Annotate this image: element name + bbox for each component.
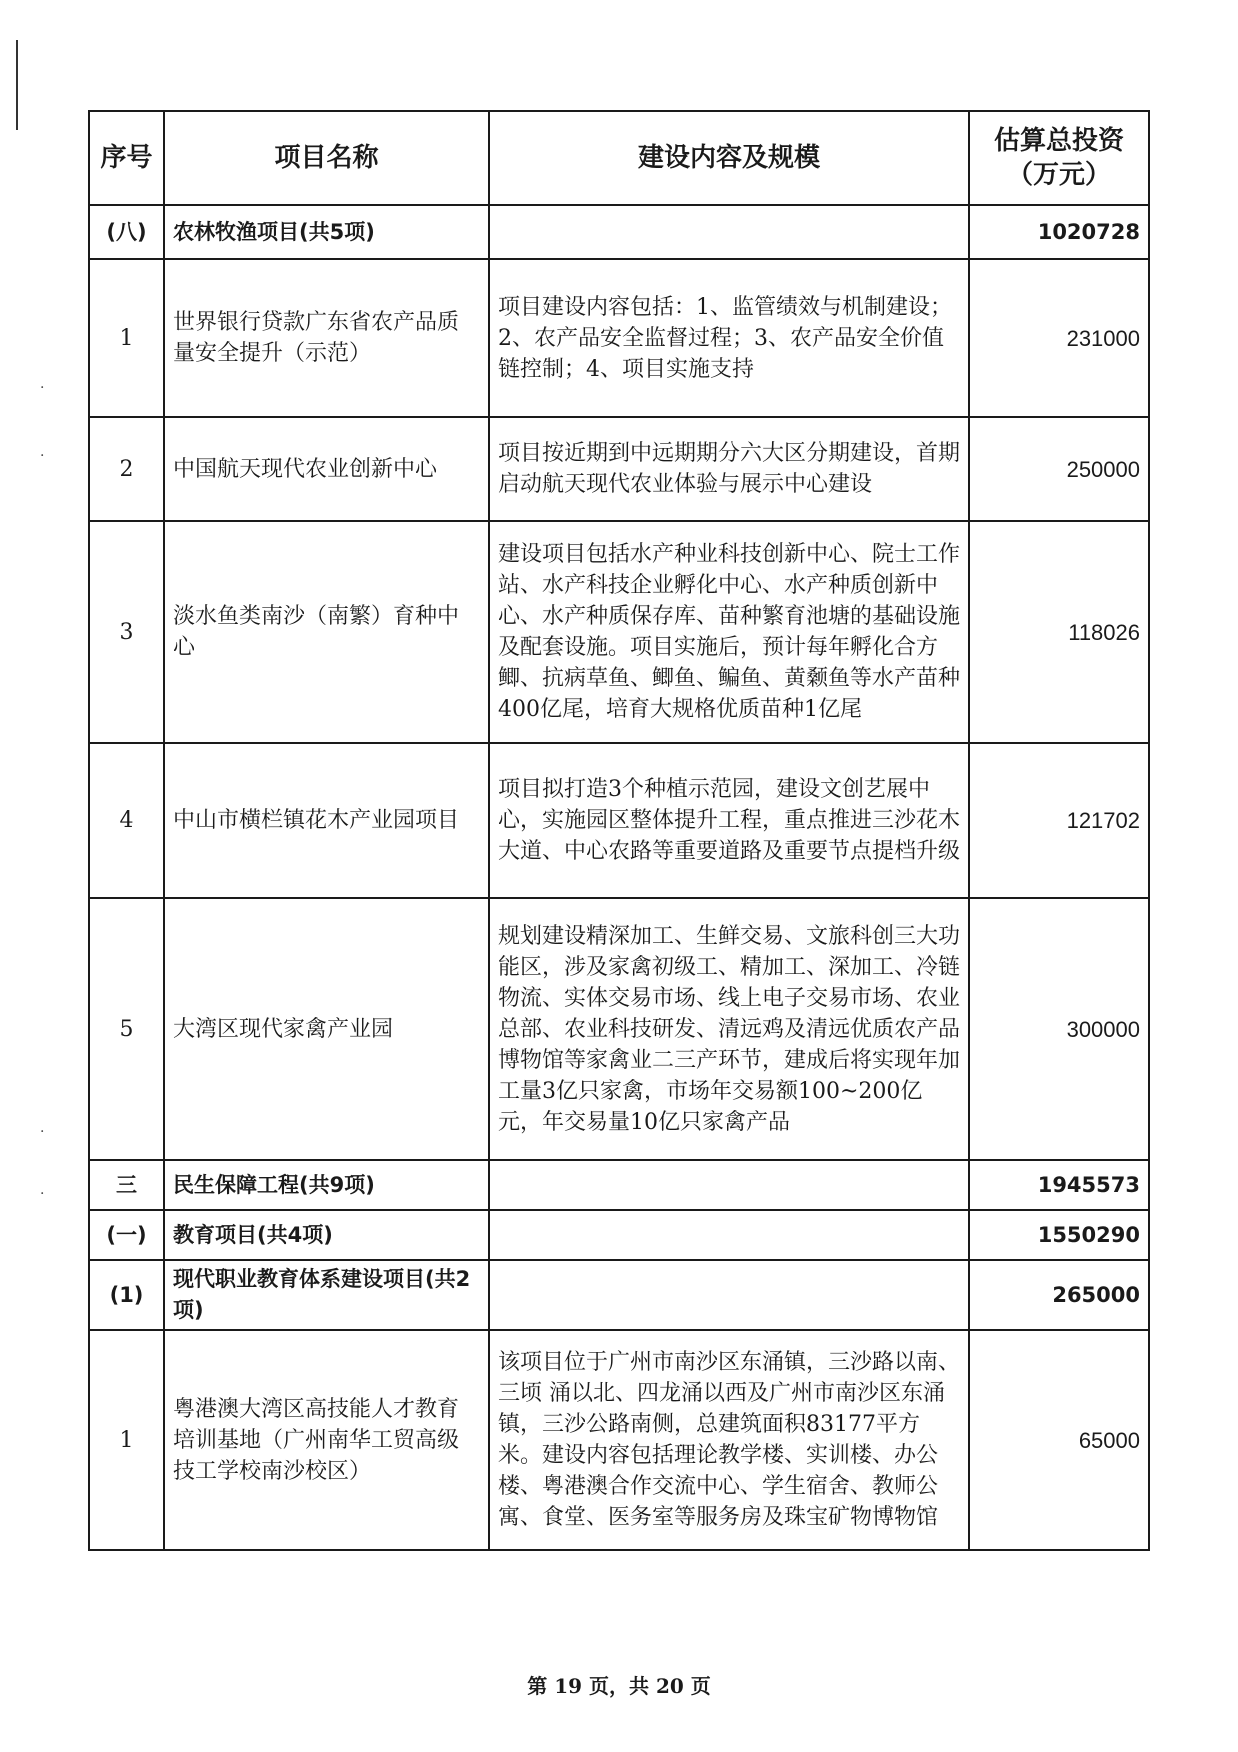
row-name: 大湾区现代家禽产业园 [164,898,489,1160]
row-name: 世界银行贷款广东省农产品质量安全提升（示范） [164,259,489,417]
table-row [89,259,1149,417]
section-row [89,1210,1149,1260]
section-row [89,205,1149,259]
row-content: 项目拟打造3个种植示范园，建设文创艺展中心，实施园区整体提升工程，重点推进三沙花木大道、中心农路等重要道路及重要节点提档升级 [489,743,969,898]
header-investment-label: 估算总投资 [993,126,1124,156]
scan-mark: · [40,380,45,396]
header-no: 序号 [89,111,164,205]
header-investment [969,111,1149,205]
row-no: 2 [89,417,164,521]
row-content [489,205,969,259]
scan-mark: · [40,1186,45,1202]
row-content: 项目按近期到中远期期分六大区分期建设，首期启动航天现代农业体验与展示中心建设 [489,417,969,521]
row-content: 项目建设内容包括：1、监管绩效与机制建设；2、农产品安全监督过程；3、农产品安全价值链控制；4、项目实施支持 [489,259,969,417]
row-amount: 1945573 [969,1160,1149,1210]
page-number-footer: 第 19 页，共 20 页 [527,1674,711,1698]
row-content: 该项目位于广州市南沙区东涌镇，三沙路以南、三顷 涌以北、四龙涌以西及广州市南沙区东涌镇，三沙公路南侧，总建筑面积83177平方米。建设内容包括理论教学楼、实训楼、办公楼、粤港澳合作交流中心、学生宿舍、教师公寓、食堂、医务室等服务房及珠宝矿物博物馆 [489,1330,969,1550]
row-no: 1 [89,259,164,417]
row-no: (1) [89,1260,164,1330]
row-no: 3 [89,521,164,743]
row-no: 1 [89,1330,164,1550]
scan-mark: · [40,1124,45,1140]
row-amount: 265000 [969,1260,1149,1330]
row-name: 中山市横栏镇花木产业园项目 [164,743,489,898]
project-table [88,110,1150,1551]
table-row [89,898,1149,1160]
row-amount: 1550290 [969,1210,1149,1260]
section-row [89,1160,1149,1210]
row-name: 粤港澳大湾区高技能人才教育培训基地（广州南华工贸高级技工学校南沙校区） [164,1330,489,1550]
row-name: 教育项目(共4项) [164,1210,489,1260]
table-row [89,417,1149,521]
binding-margin-line [16,40,18,130]
row-amount: 300000 [969,898,1149,1160]
header-name: 项目名称 [164,111,489,205]
row-amount: 250000 [969,417,1149,521]
row-no: 三 [89,1160,164,1210]
header-content: 建设内容及规模 [489,111,969,205]
row-name: 民生保障工程(共9项) [164,1160,489,1210]
row-amount: 231000 [969,259,1149,417]
row-content [489,1160,969,1210]
row-amount: 118026 [969,521,1149,743]
scan-mark: · [40,448,45,464]
row-content: 建设项目包括水产种业科技创新中心、院士工作站、水产科技企业孵化中心、水产种质创新中心、水产种质保存库、苗种繁育池塘的基础设施及配套设施。项目实施后，预计每年孵化合方鲫、抗病草鱼、鲫鱼、鳊鱼、黄颡鱼等水产苗种400亿尾，培育大规格优质苗种1亿尾 [489,521,969,743]
table-row [89,1330,1149,1550]
row-amount: 65000 [969,1330,1149,1550]
header-investment-unit: （万元） [1006,160,1111,190]
row-content: 规划建设精深加工、生鲜交易、文旅科创三大功能区，涉及家禽初级工、精加工、深加工、冷链物流、实体交易市场、线上电子交易市场、农业总部、农业科技研发、清远鸡及清远优质农产品博物馆等家禽业二三产环节，建成后将实现年加工量3亿只家禽，市场年交易额100~200亿元，年交易量10亿只家禽产品 [489,898,969,1160]
row-amount: 1020728 [969,205,1149,259]
row-no: (八) [89,205,164,259]
table-row [89,743,1149,898]
row-amount: 121702 [969,743,1149,898]
row-content [489,1210,969,1260]
row-no: (一) [89,1210,164,1260]
row-name: 中国航天现代农业创新中心 [164,417,489,521]
table-header-row [89,111,1149,205]
row-no: 4 [89,743,164,898]
table-row [89,521,1149,743]
row-name: 现代职业教育体系建设项目(共2项) [164,1260,489,1330]
row-no: 5 [89,898,164,1160]
row-content [489,1260,969,1330]
row-name: 农林牧渔项目(共5项) [164,205,489,259]
section-row [89,1260,1149,1330]
row-name: 淡水鱼类南沙（南繁）育种中心 [164,521,489,743]
